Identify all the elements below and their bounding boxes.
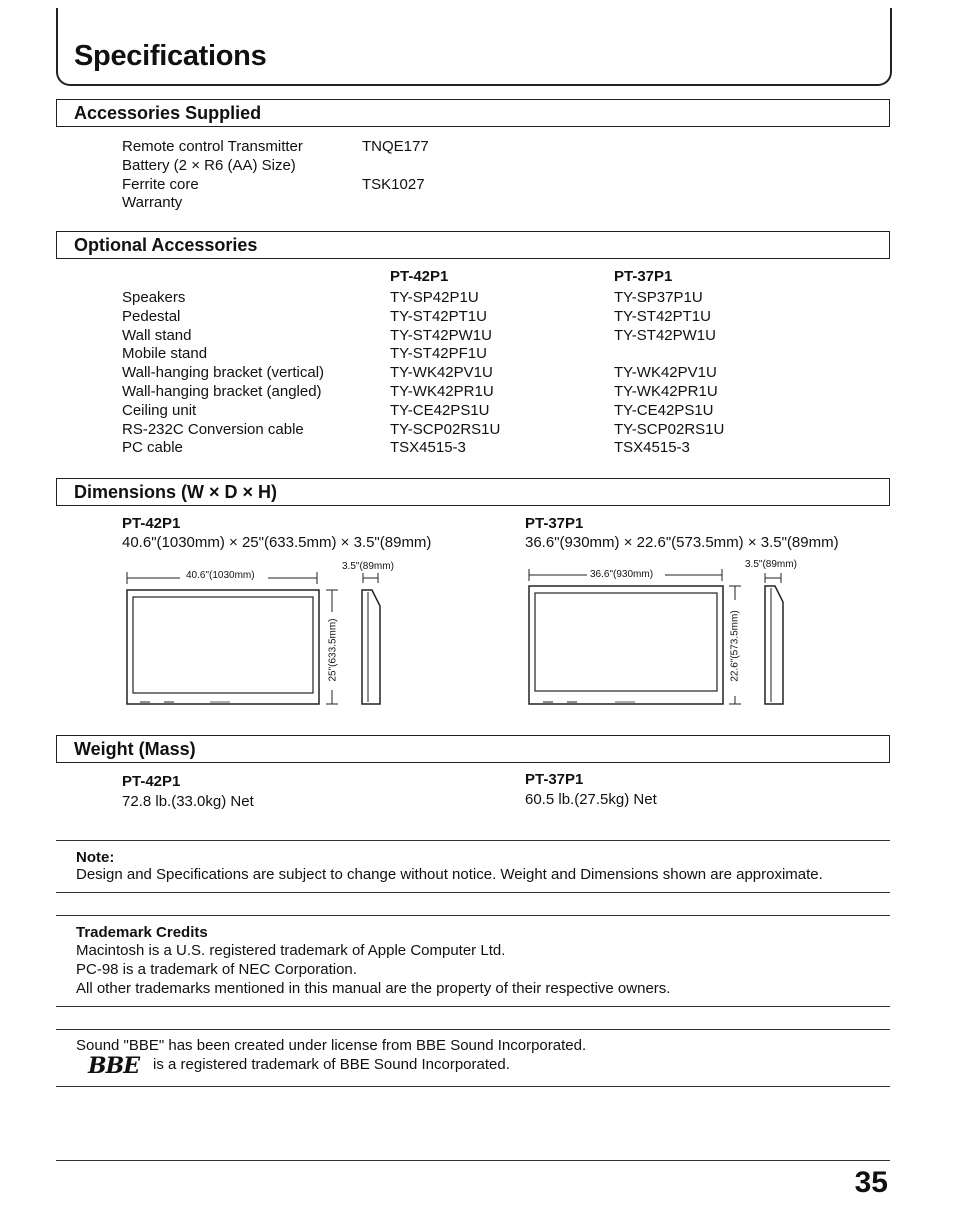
bbe-license-text: Sound "BBE" has been created under license from BBE Sound Incorporated. <box>76 1037 587 1054</box>
pt42-depth-label: 3.5"(89mm) <box>342 561 394 572</box>
trademark-line: PC-98 is a trademark of NEC Corporation. <box>76 960 357 978</box>
weight-pt42-value: 72.8 lb.(33.0kg) Net <box>122 793 254 810</box>
dimensions-pt37-text: 36.6"(930mm) × 22.6"(573.5mm) × 3.5"(89mm) <box>525 534 839 551</box>
list-item: Warranty <box>122 194 183 212</box>
table-row: Pedestal TY-ST42PT1U TY-ST42PT1U <box>122 307 711 325</box>
pt42-height-label: 25"(633.5mm) <box>327 618 339 682</box>
divider <box>56 1029 890 1030</box>
note-text: Design and Specifications are subject to change without notice. Weight and Dimensions shown are approximate. <box>76 866 823 883</box>
list-item: Battery (2 × R6 (AA) Size) <box>122 156 296 174</box>
table-row: Ceiling unit TY-CE42PS1U TY-CE42PS1U <box>122 401 714 419</box>
bbe-logo: BBE <box>88 1053 139 1079</box>
divider <box>56 1086 890 1087</box>
pt37-depth-label: 3.5"(89mm) <box>745 559 797 570</box>
pt37-height-label: 22.6"(573.5mm) <box>729 610 741 682</box>
table-row: Speakers TY-SP42P1U TY-SP37P1U <box>122 289 703 306</box>
dimensions-pt42-model: PT-42P1 <box>122 515 181 532</box>
bbe-trademark-text: is a registered trademark of BBE Sound Incorporated. <box>153 1056 510 1073</box>
column-header-pt42: PT-42P1 <box>390 268 449 285</box>
table-row: Wall-hanging bracket (vertical) TY-WK42PV1U TY-WK42PV1U <box>122 364 717 382</box>
weight-pt37-value: 60.5 lb.(27.5kg) Net <box>525 791 657 808</box>
trademark-line: Macintosh is a U.S. registered trademark of Apple Computer Ltd. <box>76 942 506 959</box>
accessories-supplied-list <box>122 138 429 213</box>
dimensions-heading: Dimensions (W × D × H) <box>74 482 278 502</box>
weight-pt42-model: PT-42P1 <box>122 773 181 790</box>
divider <box>56 892 890 893</box>
column-header-pt37: PT-37P1 <box>614 268 673 285</box>
table-row: PC cable TSX4515-3 TSX4515-3 <box>122 439 690 457</box>
divider <box>56 840 890 841</box>
weight-heading: Weight (Mass) <box>74 739 196 759</box>
page-number: 35 <box>854 1166 888 1199</box>
footer-rule <box>56 1160 890 1161</box>
table-row: Mobile stand TY-ST42PF1U <box>122 345 487 363</box>
optional-accessories-heading: Optional Accessories <box>74 235 258 255</box>
accessories-supplied-heading: Accessories Supplied <box>74 103 262 123</box>
note-label: Note: <box>76 849 115 866</box>
trademark-lines <box>76 942 670 998</box>
table-row: RS-232C Conversion cable TY-SCP02RS1U TY-SCP02RS1U <box>122 420 725 438</box>
divider <box>56 1006 890 1007</box>
pt42-dimension-drawing <box>120 560 400 712</box>
trademark-heading: Trademark Credits <box>76 924 208 941</box>
table-row: Wall stand TY-ST42PW1U TY-ST42PW1U <box>122 326 716 344</box>
pt37-width-label: 36.6"(930mm) <box>590 569 654 580</box>
table-row: Wall-hanging bracket (angled) TY-WK42PR1U TY-WK42PR1U <box>122 382 718 400</box>
dimensions-pt37-model: PT-37P1 <box>525 515 584 532</box>
list-item: Remote control Transmitter TNQE177 <box>122 138 429 155</box>
divider <box>56 915 890 916</box>
dimensions-pt42-text: 40.6"(1030mm) × 25"(633.5mm) × 3.5"(89mm) <box>122 534 432 551</box>
weight-pt37-model: PT-37P1 <box>525 771 584 788</box>
list-item: Ferrite core TSK1027 <box>122 175 425 193</box>
optional-accessories-table <box>122 289 724 458</box>
pt42-width-label: 40.6"(1030mm) <box>186 570 255 581</box>
trademark-line: All other trademarks mentioned in this manual are the property of their respective owners. <box>76 979 671 997</box>
pt37-dimension-drawing <box>525 560 805 712</box>
page-title: Specifications <box>74 40 267 72</box>
